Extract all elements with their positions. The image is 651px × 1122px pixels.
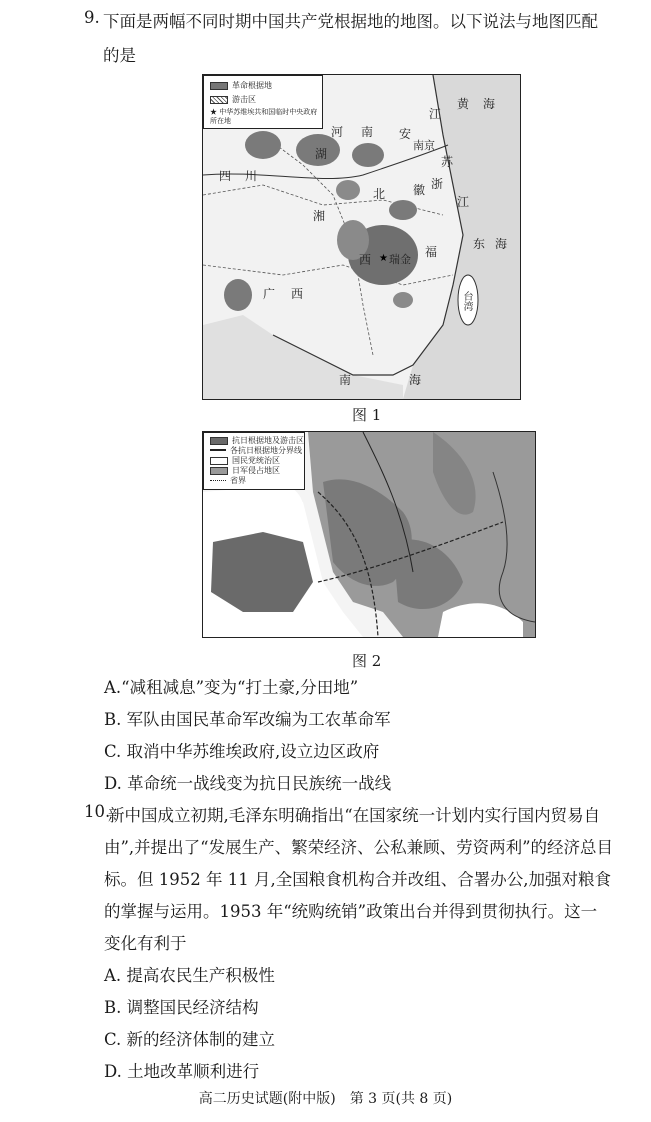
q10-number: 10. [84,802,111,821]
map1-label: 海 [483,97,496,111]
map1-label: 海 [409,373,422,387]
figure1-map [202,74,521,400]
figure2-legend [203,432,305,490]
map1-label: 广 [263,287,276,301]
q9-option-d[interactable]: D. 革命统一战线变为抗日民族统一战线 [104,774,392,793]
map1-label: 海 [495,237,508,251]
map1-label: 南京 [413,139,435,152]
map1-label: 川 [245,169,258,183]
map1-label: 南 [361,125,374,139]
q10-stem-line: 新中国成立初期,毛泽东明确指出“在国家统一计划内实行国内贸易自 [108,806,601,825]
svg-text:★: ★ [379,253,388,264]
q10-stem-line: 由”,并提出了“发展生产、繁荣经济、公私兼顾、劳资两利”的经济总目 [104,838,614,857]
map1-label: 苏 [441,155,454,169]
q9-stem-line1: 下面是两幅不同时期中国共产党根据地的地图。以下说法与地图匹配 [103,12,598,31]
map1-label: 南 [339,373,352,387]
map1-label: 河 [331,125,344,139]
map1-label: 东 [473,237,486,251]
legend2-provincial-border: 省界 [210,475,246,486]
map1-label: 西 [291,287,304,301]
map1-label: 西 [359,253,372,267]
map1-label: 安 [399,127,412,141]
map1-label: 四 [219,169,232,183]
map1-label: 浙 [431,177,444,191]
map1-label: 江 [457,195,470,209]
figure1-caption: 图 1 [352,406,382,424]
q10-stem-line: 变化有利于 [104,934,187,953]
q9-stem-line2: 的是 [103,46,136,65]
figure2-map [202,431,536,638]
figure2-caption: 图 2 [352,652,382,670]
q10-stem-line: 的掌握与运用。1953 年“统购统销”政策出台并得到贯彻执行。这一 [104,902,598,921]
legend2-occupied-area: 日军侵占地区 [210,465,280,476]
page-footer: 高二历史试题(附中版) 第 3 页(共 8 页) [198,1091,453,1107]
q9-option-c[interactable]: C. 取消中华苏维埃政府,设立边区政府 [104,742,380,761]
q10-option-b[interactable]: B. 调整国民经济结构 [104,998,259,1017]
map1-label-taiwan: 台湾 [461,291,472,311]
legend2-kmt-area: 国民党统治区 [210,455,280,466]
legend2-base-area: 抗日根据地及游击区 [210,435,304,446]
map1-label: 湖 [315,147,328,161]
map1-label: 黄 [457,97,470,111]
figure1-legend [203,75,323,129]
map1-label: 福 [425,245,438,259]
q10-option-a[interactable]: A. 提高农民生产积极性 [104,966,275,985]
map1-label: 徽 [413,183,426,197]
legend2-boundary: 各抗日根据地分界线 [210,445,302,456]
q10-option-d[interactable]: D. 土地改革顺利进行 [104,1062,260,1081]
q9-number: 9. [84,8,100,27]
q9-option-b[interactable]: B. 军队由国民革命军改编为工农革命军 [104,710,391,729]
q10-option-c[interactable]: C. 新的经济体制的建立 [104,1030,276,1049]
q9-option-a[interactable]: A.“减租减息”变为“打土豪,分田地” [104,678,359,697]
q10-stem-line: 标。但 1952 年 11 月,全国粮食机构合并改组、合署办公,加强对粮食 [104,870,611,889]
map1-label: 湘 [313,209,326,223]
map1-label-ruijin: 瑞金 [389,253,411,266]
legend-base-area: 革命根据地 [210,80,272,91]
map1-label: 北 [373,187,386,201]
legend-capital: ★ 中华苏维埃共和国临时中央政府所在地 [210,108,318,125]
legend-guerrilla-area: 游击区 [210,94,256,105]
map1-label: 江 [429,107,442,121]
